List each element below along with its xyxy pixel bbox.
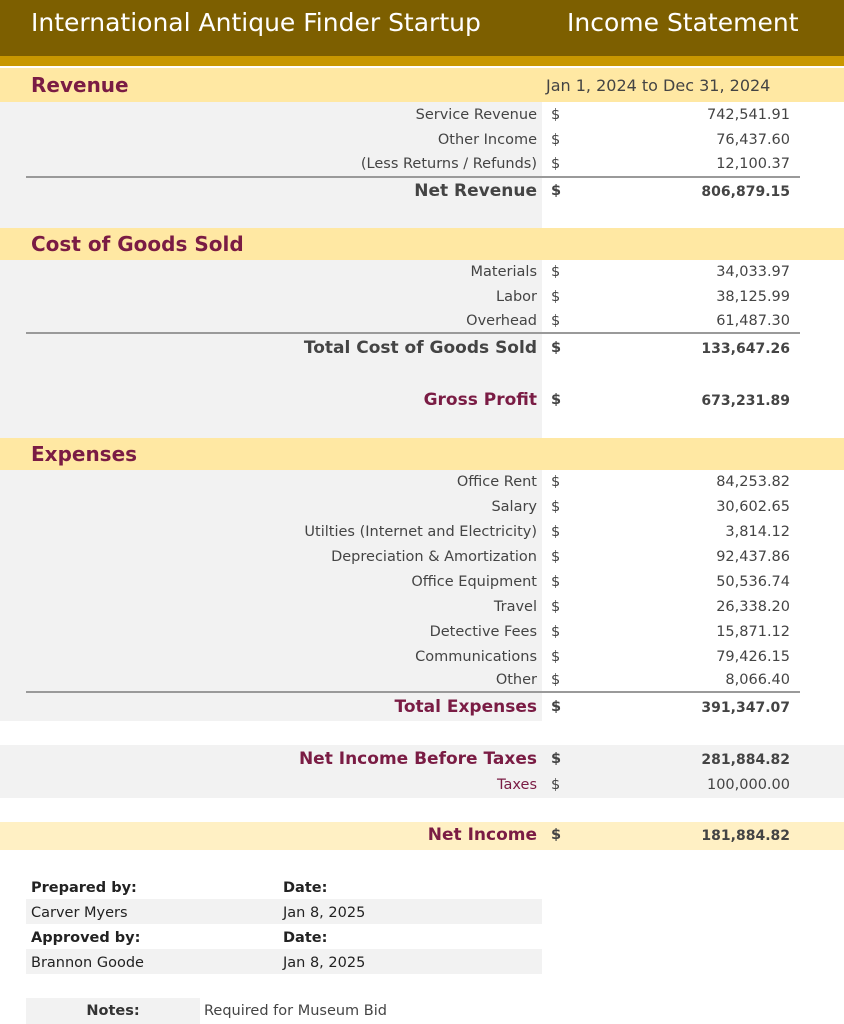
line-item-salary: [0, 496, 844, 521]
currency-symbol: $: [551, 624, 561, 640]
currency-symbol: $: [551, 340, 562, 356]
total-expenses-row: [0, 696, 844, 721]
currency-symbol: $: [551, 777, 561, 793]
currency-symbol: $: [551, 132, 561, 148]
currency-symbol: $: [551, 649, 561, 665]
line-item-label: Utilties (Internet and Electricity): [304, 524, 537, 540]
line-item-label: Office Rent: [456, 474, 537, 490]
section-title-cogs: Cost of Goods Sold: [31, 232, 244, 256]
taxes-label: Taxes: [497, 777, 537, 793]
line-item-office-equipment: [0, 571, 844, 596]
line-item-amount: 34,033.97: [716, 264, 790, 280]
net-income-before-taxes-label: Net Income Before Taxes: [298, 749, 537, 769]
line-item-office-rent: [0, 471, 844, 496]
currency-symbol: $: [551, 699, 562, 715]
line-item-amount: 12,100.37: [716, 156, 790, 172]
line-item-amount: 84,253.82: [716, 474, 790, 490]
line-item-label: (Less Returns / Refunds): [360, 156, 537, 172]
currency-symbol: $: [551, 751, 562, 767]
line-item-amount: 742,541.91: [706, 107, 790, 123]
line-item-service-revenue: [0, 104, 844, 129]
line-item-materials: [0, 261, 844, 286]
revenue-section-header: [0, 68, 844, 102]
line-item-amount: 38,125.99: [716, 289, 790, 305]
header-bar: [0, 0, 844, 56]
currency-symbol: $: [551, 264, 561, 280]
line-item-label: Travel: [493, 599, 537, 615]
net-income-row: [0, 824, 844, 849]
section-title-revenue: Revenue: [31, 73, 129, 97]
line-item-communications: [0, 646, 844, 671]
line-item-label: Service Revenue: [415, 107, 537, 123]
line-item-depreciation: [0, 546, 844, 571]
subtotal-rule: [26, 332, 800, 334]
expenses-section-header: [0, 438, 844, 470]
line-item-labor: [0, 286, 844, 311]
line-item-label: Labor: [495, 289, 537, 305]
currency-symbol: $: [551, 156, 561, 172]
currency-symbol: $: [551, 549, 561, 565]
cogs-section-header: [0, 228, 844, 260]
line-item-label: Salary: [491, 499, 537, 515]
line-item-amount: 30,602.65: [716, 499, 790, 515]
currency-symbol: $: [551, 289, 561, 305]
line-item-label: Communications: [415, 649, 537, 665]
company-name: International Antique Finder Startup: [31, 8, 481, 37]
line-item-label: Overhead: [466, 313, 537, 329]
currency-symbol: $: [551, 574, 561, 590]
line-item-returns-refunds: [0, 153, 844, 178]
line-item-amount: 26,338.20: [716, 599, 790, 615]
line-item-amount: 61,487.30: [716, 313, 790, 329]
line-item-label: Other: [495, 672, 537, 688]
line-item-label: Depreciation & Amortization: [331, 549, 537, 565]
line-item-amount: 8,066.40: [725, 672, 790, 688]
line-item-label: Other Income: [437, 132, 537, 148]
net-revenue-row: [0, 180, 844, 205]
line-item-label: Office Equipment: [411, 574, 537, 590]
total-cogs-row: [0, 337, 844, 362]
line-item-label: Materials: [470, 264, 537, 280]
line-item-label: Detective Fees: [429, 624, 537, 640]
reporting-period: Jan 1, 2024 to Dec 31, 2024: [546, 76, 771, 95]
currency-symbol: $: [551, 107, 561, 123]
taxes-row: [0, 774, 844, 799]
currency-symbol: $: [551, 499, 561, 515]
total-amount: 806,879.15: [701, 184, 790, 200]
gross-profit-amount: 673,231.89: [701, 393, 790, 409]
currency-symbol: $: [551, 183, 562, 199]
total-label: Total Cost of Goods Sold: [303, 338, 537, 358]
line-item-other-income: [0, 129, 844, 154]
total-label: Net Revenue: [414, 181, 537, 201]
line-item-amount: 92,437.86: [716, 549, 790, 565]
prepared-date-label: Date:: [283, 880, 328, 896]
approved-by-label: Approved by:: [31, 930, 141, 946]
accent-strip: [0, 56, 844, 66]
line-item-amount: 76,437.60: [716, 132, 790, 148]
currency-symbol: $: [551, 392, 562, 408]
line-item-travel: [0, 596, 844, 621]
taxes-amount: 100,000.00: [706, 777, 790, 793]
net-income-amount: 181,884.82: [701, 828, 790, 844]
line-item-amount: 50,536.74: [716, 574, 790, 590]
gross-profit-label: Gross Profit: [423, 390, 537, 410]
section-title-expenses: Expenses: [31, 442, 138, 466]
line-item-amount: 79,426.15: [716, 649, 790, 665]
currency-symbol: $: [551, 524, 561, 540]
prepared-by-name: Carver Myers: [31, 905, 128, 921]
net-income-before-taxes-row: [0, 748, 844, 773]
prepared-by-label: Prepared by:: [31, 880, 137, 896]
currency-symbol: $: [551, 599, 561, 615]
gross-profit-row: [0, 389, 844, 414]
currency-symbol: $: [551, 672, 561, 688]
line-item-utilities: [0, 521, 844, 546]
currency-symbol: $: [551, 827, 562, 843]
line-item-amount: 15,871.12: [716, 624, 790, 640]
approved-date: Jan 8, 2025: [283, 955, 366, 971]
approved-date-label: Date:: [283, 930, 328, 946]
approved-by-name: Brannon Goode: [31, 955, 144, 971]
prepared-date: Jan 8, 2025: [283, 905, 366, 921]
notes-text: Required for Museum Bid: [204, 1003, 387, 1019]
document-title: Income Statement: [567, 8, 799, 37]
total-label: Total Expenses: [394, 697, 537, 717]
net-income-before-taxes-amount: 281,884.82: [701, 752, 790, 768]
notes-label: Notes:: [26, 998, 200, 1024]
subtotal-rule: [26, 176, 800, 178]
total-amount: 133,647.26: [701, 341, 790, 357]
net-income-label: Net Income: [427, 825, 537, 845]
line-item-amount: 3,814.12: [725, 524, 790, 540]
currency-symbol: $: [551, 474, 561, 490]
subtotal-rule: [26, 691, 800, 693]
total-amount: 391,347.07: [701, 700, 790, 716]
currency-symbol: $: [551, 313, 561, 329]
line-item-detective-fees: [0, 621, 844, 646]
